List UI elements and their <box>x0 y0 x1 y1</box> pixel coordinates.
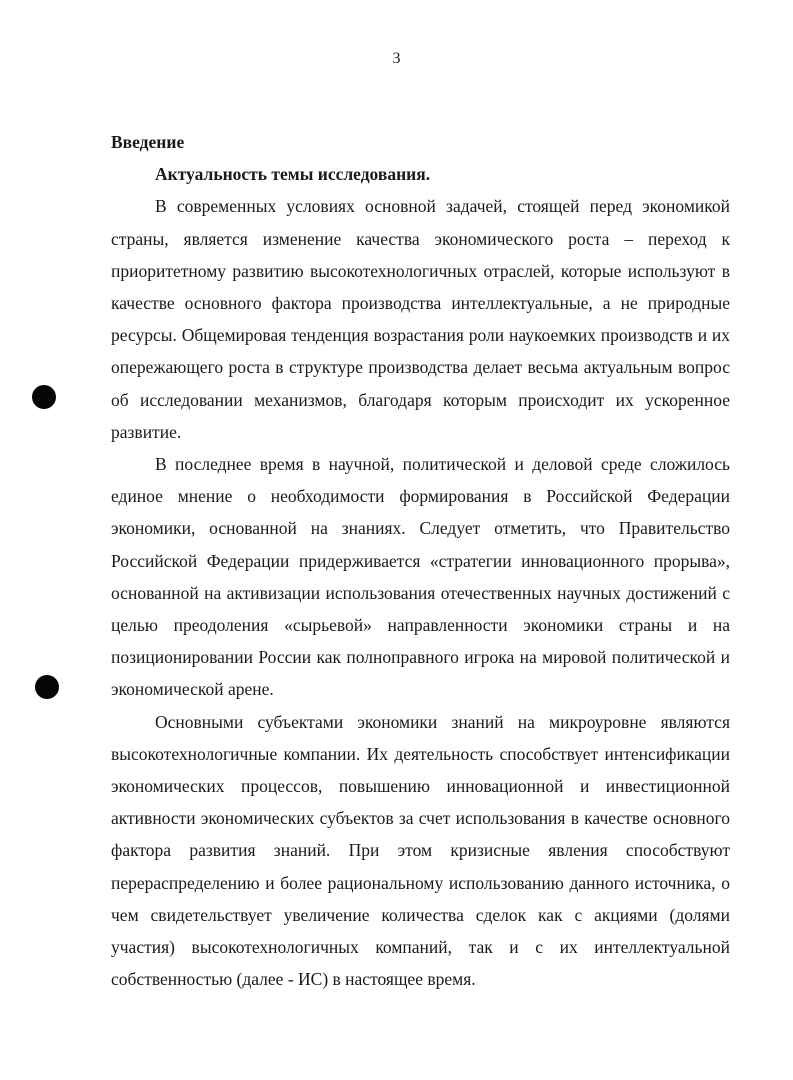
paragraph-relevance: В современных условиях основной задачей, стоящей перед экономикой страны, является изменение качества экономического роста – переход к приоритетному развитию высокотехнологичных отраслей, которые используют в качестве основного фактора производства интеллектуальные, а не природные ресурсы. Общемировая тенденция возрастания роли наукоемких производств и их опережающего роста в структуре производства делает весьма актуальным вопрос об исследовании механизмов, благодаря которым происходит их ускоренное развитие. <box>111 196 730 442</box>
document-body <box>111 126 730 995</box>
paragraph-hightech-companies: Основными субъектами экономики знаний на микроуровне являются высокотехнологичные компании. Их деятельность способствует интенсификации экономических процессов, повышению инновационной и инвестиционной активности экономических субъектов за счет использования в качестве основного фактора развития знаний. При этом кризисные явления способствуют перераспределению и более рациональному использованию данного источника, о чем свидетельствует увеличение количества сделок как с акциями (долями участия) высокотехнологичных компаний, так и с их интеллектуальной собственностью (далее - ИС) в настоящее время. <box>111 711 730 990</box>
punch-hole-mark <box>32 385 56 409</box>
punch-hole-mark <box>35 675 59 699</box>
paragraph-knowledge-economy: В последнее время в научной, политической и деловой среде сложилось единое мнение о необходимости формирования в Российской Федерации экономики, основанной на знаниях. Следует отметить, что Правительство Российской Федерации придерживается «стратегии инновационного прорыва», основанной на активизации использования отечественных научных достижений с целью преодоления «сырьевой» направленности экономики страны и на позиционировании России как полноправного игрока на мировой политической и экономической арене. <box>111 454 730 700</box>
section-subheading: Актуальность темы исследования. <box>155 164 431 185</box>
section-heading: Введение <box>111 132 185 152</box>
page-number: 3 <box>392 50 401 67</box>
